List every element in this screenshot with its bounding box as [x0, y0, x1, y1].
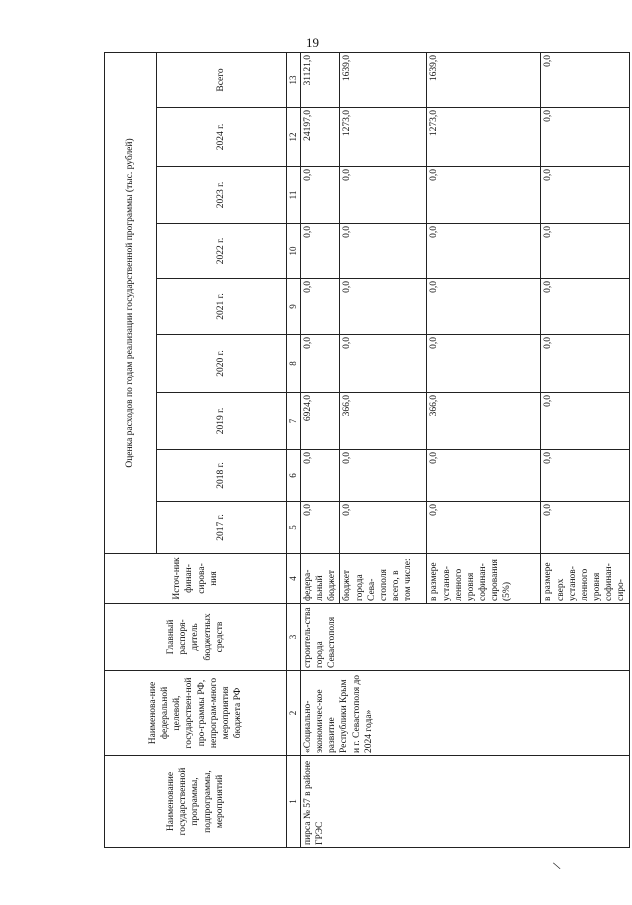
cell-value: 0,0 — [340, 279, 427, 335]
header-year: 2019 г. — [157, 393, 287, 450]
col-number: 10 — [287, 224, 301, 279]
cell-source: в размере сверх установ-ленного уровня софинан-сиро- — [541, 554, 629, 604]
cell-value: 0,0 — [340, 224, 427, 279]
cell-value: 0,0 — [427, 335, 541, 393]
page-number: 19 — [306, 35, 319, 50]
scan-mark: \ — [551, 858, 562, 873]
cell-value: 6924,0 — [301, 393, 340, 450]
cell-value: 0,0 — [541, 167, 629, 224]
col-number: 6 — [287, 450, 301, 502]
cell-value: 24197,0 — [301, 108, 340, 167]
cell-value: 1639,0 — [427, 52, 541, 107]
header-manager: Главный распоря-дитель бюджетных средств — [105, 604, 287, 671]
cell-value: 1273,0 — [340, 108, 427, 167]
header-year: 2017 г. — [157, 502, 287, 554]
cell-value: 0,0 — [541, 52, 629, 107]
header-fed-program: Наименова-ние федеральной целевой, государствен-ной про-граммы РФ, непрограм-много мероприятия бюджета РФ — [105, 671, 287, 756]
cell-value: 0,0 — [301, 335, 340, 393]
cell-value: 0,0 — [541, 393, 629, 450]
cell-value: 0,0 — [427, 502, 541, 554]
header-year: 2018 г. — [157, 450, 287, 502]
cell-value: 0,0 — [541, 502, 629, 554]
header-total: Всего — [157, 52, 287, 107]
cell-value: 366,0 — [427, 393, 541, 450]
header-source: Источ-ник финан-сирова-ния — [105, 554, 287, 604]
cell-source: федера-льный бюджет — [301, 554, 340, 604]
cell-value: 0,0 — [541, 279, 629, 335]
col-number: 7 — [287, 393, 301, 450]
header-year: 2022 г. — [157, 224, 287, 279]
cell-value: 0,0 — [301, 279, 340, 335]
cell-manager: строитель-ства города Севастополя — [301, 604, 630, 671]
cell-source: в размере установ-ленного уровня софинан-сирования (5%) — [427, 554, 541, 604]
expenses-table — [104, 52, 630, 848]
cell-fed-program: «Социально-экономичес-кое развитие Республики Крым и г. Севастополя до 2024 года» — [301, 671, 630, 756]
cell-value: 0,0 — [340, 335, 427, 393]
col-number: 5 — [287, 502, 301, 554]
cell-source: бюджет города Сева-стополя всего, в том числе: — [340, 554, 427, 604]
header-year: 2021 г. — [157, 279, 287, 335]
header-year: 2020 г. — [157, 335, 287, 393]
header-estimate: Оценка расходов по годам реализации государственной программы (тыс. рублей) — [105, 52, 157, 553]
cell-value: 366,0 — [340, 393, 427, 450]
cell-value: 0,0 — [541, 224, 629, 279]
header-year: 2023 г. — [157, 167, 287, 224]
cell-value: 0,0 — [301, 502, 340, 554]
cell-value: 0,0 — [301, 224, 340, 279]
header-year: 2024 г. — [157, 108, 287, 167]
cell-value: 0,0 — [340, 167, 427, 224]
cell-value: 1273,0 — [427, 108, 541, 167]
cell-program-name: пирса № 57 в районе ГРЭС — [301, 756, 630, 848]
rotated-table-wrapper — [104, 53, 627, 848]
col-number: 11 — [287, 167, 301, 224]
col-number: 2 — [287, 671, 301, 756]
col-number: 8 — [287, 335, 301, 393]
cell-value: 0,0 — [301, 450, 340, 502]
cell-value: 0,0 — [427, 450, 541, 502]
col-number: 9 — [287, 279, 301, 335]
col-number: 4 — [287, 554, 301, 604]
cell-value: 0,0 — [340, 502, 427, 554]
cell-value: 0,0 — [301, 167, 340, 224]
cell-value: 0,0 — [541, 335, 629, 393]
cell-value: 0,0 — [541, 450, 629, 502]
cell-value: 0,0 — [427, 279, 541, 335]
cell-value: 1639,0 — [340, 52, 427, 107]
cell-value: 0,0 — [541, 108, 629, 167]
header-program: Наименование государственной программы, подпрограммы, мероприятий — [105, 756, 287, 848]
cell-value: 0,0 — [340, 450, 427, 502]
cell-value: 0,0 — [427, 224, 541, 279]
col-number: 13 — [287, 52, 301, 107]
cell-value: 0,0 — [427, 167, 541, 224]
col-number: 1 — [287, 756, 301, 848]
col-number: 3 — [287, 604, 301, 671]
col-number: 12 — [287, 108, 301, 167]
cell-value: 31121,0 — [301, 52, 340, 107]
